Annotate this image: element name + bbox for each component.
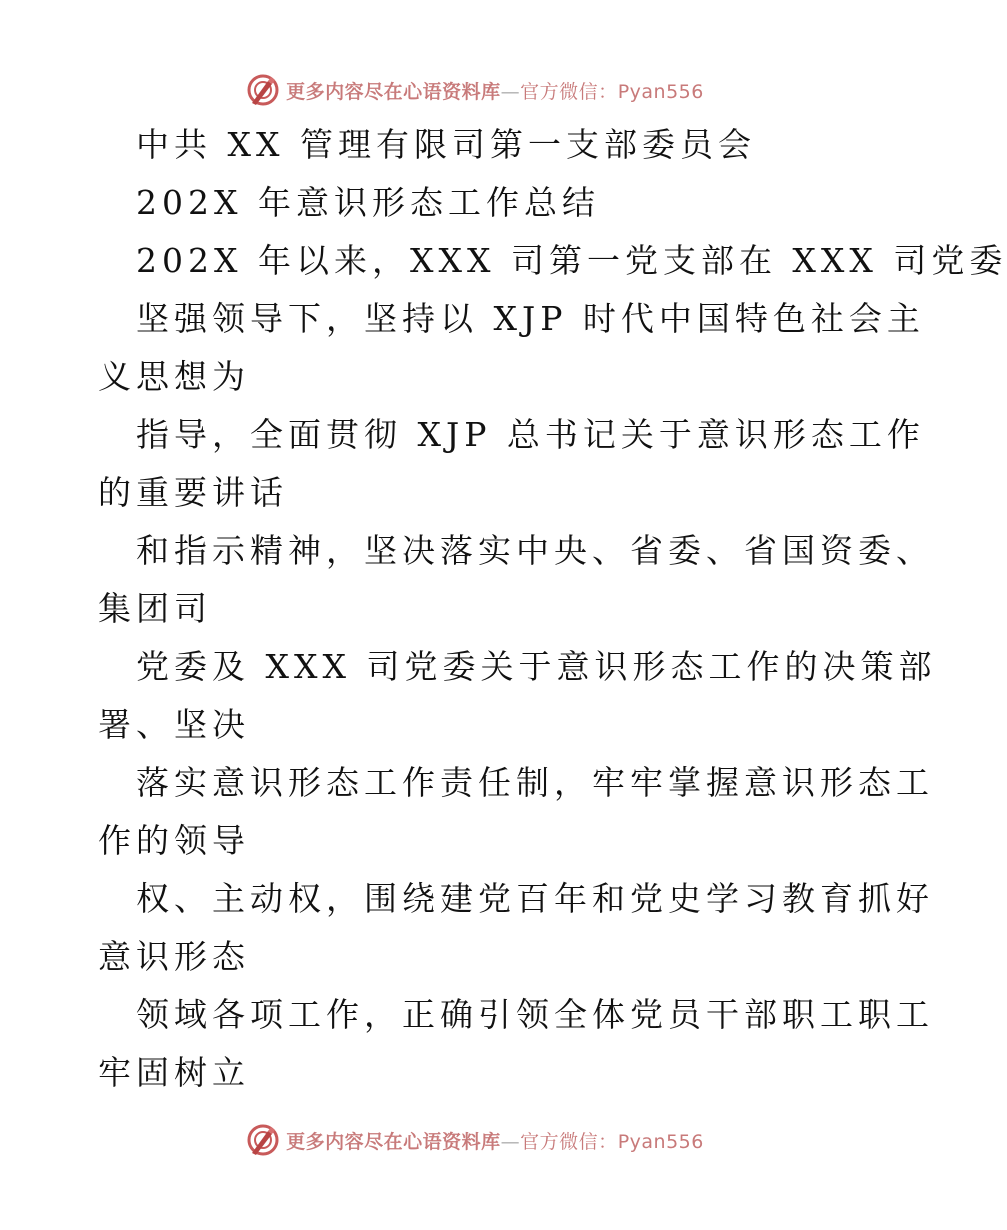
- doc-line: 坚强领导下，坚持以 XJP 时代中国特色社会主: [136, 299, 925, 338]
- doc-line: 202X 年意识形态工作总结: [136, 183, 600, 222]
- watermark-header: [0, 70, 950, 110]
- doc-line: 的重要讲话: [98, 473, 288, 512]
- doc-line: 党委及 XXX 司党委关于意识形态工作的决策部: [136, 647, 937, 686]
- watermark-text: 更多内容尽在心语资料库—官方微信：Pyan556: [286, 80, 704, 103]
- pen-logo-icon: [246, 1123, 280, 1157]
- doc-line: 指导，全面贯彻 XJP 总书记关于意识形态工作: [136, 415, 925, 454]
- pen-logo-icon: [246, 73, 280, 107]
- doc-line: 署、坚决: [98, 705, 250, 744]
- doc-line: 领域各项工作，正确引领全体党员干部职工职工: [136, 995, 934, 1034]
- document-body: [98, 116, 1007, 1102]
- doc-line: 和指示精神，坚决落实中央、省委、省国资委、: [136, 531, 934, 570]
- watermark-text: 更多内容尽在心语资料库—官方微信：Pyan556: [286, 1130, 704, 1153]
- doc-line: 作的领导: [98, 821, 250, 860]
- doc-line: 牢固树立: [98, 1053, 250, 1092]
- doc-line: 中共 XX 管理有限司第一支部委员会: [136, 125, 756, 164]
- doc-line: 集团司: [98, 589, 212, 628]
- watermark-footer: [0, 1120, 950, 1160]
- doc-line: 落实意识形态工作责任制，牢牢掌握意识形态工: [136, 763, 934, 802]
- doc-line: 义思想为: [98, 357, 250, 396]
- doc-line: 202X 年以来，XXX 司第一党支部在 XXX 司党委: [136, 241, 1007, 280]
- doc-line: 权、主动权，围绕建党百年和党史学习教育抓好: [136, 879, 934, 918]
- doc-line: 意识形态: [98, 937, 250, 976]
